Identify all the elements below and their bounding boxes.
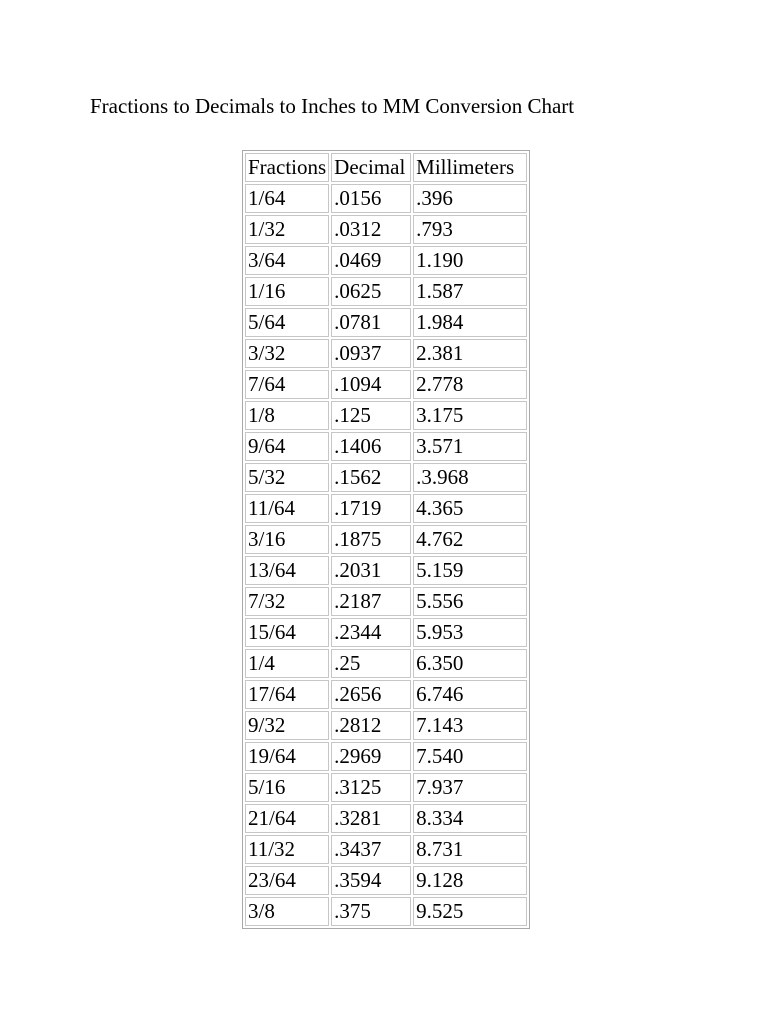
table-cell-fraction: 5/32 [245,463,329,492]
table-cell-decimal: .2187 [331,587,411,616]
table-cell-decimal: .1719 [331,494,411,523]
table-cell-decimal: .3281 [331,804,411,833]
table-row [245,649,527,678]
table-row [245,773,527,802]
table-cell-decimal: .3125 [331,773,411,802]
conversion-table-body [245,184,527,926]
table-row [245,835,527,864]
table-cell-decimal: .0937 [331,339,411,368]
table-row [245,432,527,461]
table-cell-decimal: .1094 [331,370,411,399]
table-cell-millimeters: 5.159 [413,556,527,585]
table-cell-millimeters: 9.525 [413,897,527,926]
table-cell-millimeters: 8.334 [413,804,527,833]
table-cell-decimal: .2969 [331,742,411,771]
page-title: Fractions to Decimals to Inches to MM Conversion Chart [90,94,575,118]
table-cell-millimeters: 4.762 [413,525,527,554]
table-row [245,184,527,213]
table-row [245,742,527,771]
table-cell-millimeters: 5.556 [413,587,527,616]
table-row [245,339,527,368]
table-cell-decimal: .125 [331,401,411,430]
table-cell-millimeters: 5.953 [413,618,527,647]
table-cell-fraction: 3/32 [245,339,329,368]
table-cell-decimal: .2812 [331,711,411,740]
table-cell-decimal: .0625 [331,277,411,306]
table-cell-millimeters: 9.128 [413,866,527,895]
table-cell-fraction: 19/64 [245,742,329,771]
table-row [245,246,527,275]
table-cell-decimal: .25 [331,649,411,678]
table-cell-fraction: 3/64 [245,246,329,275]
table-row [245,215,527,244]
table-cell-decimal: .2031 [331,556,411,585]
header-fractions: Fractions [245,153,329,182]
table-row [245,711,527,740]
table-cell-decimal: .0781 [331,308,411,337]
table-cell-fraction: 17/64 [245,680,329,709]
table-cell-millimeters: 2.778 [413,370,527,399]
table-cell-decimal: .3594 [331,866,411,895]
table-cell-millimeters: 6.350 [413,649,527,678]
table-row [245,308,527,337]
table-row [245,804,527,833]
table-cell-millimeters: 7.143 [413,711,527,740]
table-cell-fraction: 9/32 [245,711,329,740]
table-cell-fraction: 1/32 [245,215,329,244]
table-cell-fraction: 9/64 [245,432,329,461]
header-millimeters: Millimeters [413,153,527,182]
table-cell-millimeters: 1.190 [413,246,527,275]
table-cell-millimeters: 6.746 [413,680,527,709]
table-cell-decimal: .0156 [331,184,411,213]
table-row [245,587,527,616]
table-cell-fraction: 1/64 [245,184,329,213]
table-cell-fraction: 11/32 [245,835,329,864]
table-cell-decimal: .0312 [331,215,411,244]
table-cell-fraction: 1/4 [245,649,329,678]
table-cell-millimeters: 3.175 [413,401,527,430]
table-row [245,897,527,926]
table-cell-fraction: 1/16 [245,277,329,306]
table-cell-fraction: 3/16 [245,525,329,554]
table-row [245,680,527,709]
table-cell-fraction: 15/64 [245,618,329,647]
table-cell-millimeters: 8.731 [413,835,527,864]
table-cell-decimal: .1406 [331,432,411,461]
table-cell-decimal: .3437 [331,835,411,864]
table-cell-millimeters: 1.984 [413,308,527,337]
table-cell-fraction: 21/64 [245,804,329,833]
table-cell-millimeters: 3.571 [413,432,527,461]
table-cell-fraction: 5/16 [245,773,329,802]
table-row [245,866,527,895]
table-cell-fraction: 3/8 [245,897,329,926]
table-cell-fraction: 23/64 [245,866,329,895]
table-row [245,401,527,430]
header-decimal: Decimal [331,153,411,182]
table-cell-fraction: 1/8 [245,401,329,430]
table-header-row [245,153,527,182]
table-cell-decimal: .1562 [331,463,411,492]
table-row [245,494,527,523]
table-row [245,370,527,399]
table-cell-millimeters: 7.937 [413,773,527,802]
table-row [245,618,527,647]
table-cell-fraction: 13/64 [245,556,329,585]
table-cell-millimeters: 7.540 [413,742,527,771]
table-cell-millimeters: 4.365 [413,494,527,523]
table-cell-decimal: .2344 [331,618,411,647]
table-cell-fraction: 11/64 [245,494,329,523]
table-row [245,556,527,585]
table-cell-millimeters: .3.968 [413,463,527,492]
table-cell-millimeters: 1.587 [413,277,527,306]
table-cell-fraction: 5/64 [245,308,329,337]
table-cell-fraction: 7/64 [245,370,329,399]
table-cell-millimeters: .793 [413,215,527,244]
table-cell-millimeters: 2.381 [413,339,527,368]
table-row [245,277,527,306]
table-row [245,463,527,492]
table-cell-decimal: .1875 [331,525,411,554]
conversion-table [242,150,530,929]
table-cell-decimal: .375 [331,897,411,926]
table-cell-decimal: .2656 [331,680,411,709]
table-cell-millimeters: .396 [413,184,527,213]
table-cell-decimal: .0469 [331,246,411,275]
table-row [245,525,527,554]
table-cell-fraction: 7/32 [245,587,329,616]
